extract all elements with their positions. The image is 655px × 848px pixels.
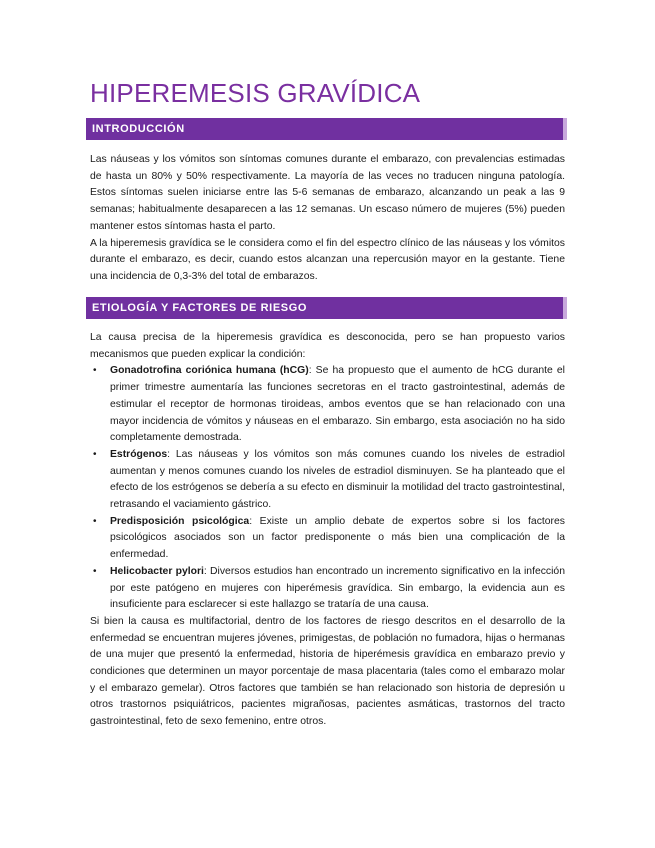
paragraph: Las náuseas y los vómitos son síntomas comunes durante el embarazo, con prevalencias estimadas de hasta un 80% y 50% respectivamente. La mayoría de las veces no traducen ninguna patología. Estos síntomas suelen iniciarse entre las 5-6 semanas de embarazo, alcanzando un peak a las 9 semanas; habitualmente desaparecen a las 12 semanas. Un escaso número de mujeres (5%) pueden mantener estos síntomas hasta el parto.	[90, 154, 565, 232]
section-body-introduccion	[90, 152, 565, 286]
document-title: HIPEREMESIS GRAVÍDICA	[90, 78, 421, 108]
list-item-text: : Se ha propuesto que el aumento de hCG durante el primer trimestre aumentaría las funciones secretoras en el tracto gastrointestinal, además de estimular el receptor de hormonas tiroideas, ambos eventos que se han relacionado con una mayor incidencia de vómitos y náuseas en el embarazo. Sin embargo, esta asociación no ha sido completamente demostrada.	[110, 365, 565, 444]
list-item-text: : Existe un amplio debate de expertos sobre si los factores psicológicos asociados son un factor predisponente o más bien una complicación de la enfermedad.	[110, 515, 565, 561]
list-item-term: Gonadotrofina coriónica humana (hCG)	[110, 365, 309, 377]
section-heading-etiologia: ETIOLOGÍA Y FACTORES DE RIESGO	[86, 297, 567, 319]
bullet-list	[90, 363, 565, 614]
list-item	[90, 363, 565, 447]
bullet-icon: •	[93, 365, 97, 377]
list-item-term: Helicobacter pylori	[110, 565, 204, 577]
bullet-icon: •	[93, 515, 97, 527]
paragraph: A la hiperemesis gravídica se le considera como el fin del espectro clínico de las náuseas y los vómitos durante el embarazo, es decir, cuando estos alcanzan una repercusión mayor en la gestante. Tiene una incidencia de 0,3-3% del total de embarazos.	[90, 237, 565, 282]
list-item-term: Estrógenos	[110, 448, 168, 460]
bullet-icon: •	[93, 565, 97, 577]
list-item-text: : Diversos estudios han encontrado un incremento significativo en la infección por este patógeno en mujeres con hiperémesis gravídica. Sin embargo, la evidencia aun es insuficiente para esclarecer si este hallazgo se trataría de una causa.	[110, 565, 565, 611]
list-item	[90, 564, 565, 614]
section-body-etiologia	[90, 330, 565, 731]
paragraph-intro: La causa precisa de la hiperemesis gravídica es desconocida, pero se han propuesto varios mecanismos que pueden explicar la condición:	[90, 332, 565, 360]
list-item	[90, 514, 565, 564]
list-item	[90, 447, 565, 514]
paragraph-closing: Si bien la causa es multifactorial, dentro de los factores de riesgo descritos en el desarrollo de la enfermedad se encuentran mujeres jóvenes, primigestas, de población no fumadora, hijas o hermanas de una mujer que presentó la enfermedad, historia de hiperémesis gravídica en embarazo previo y condiciones que determinen un mayor porcentaje de masa placentaria (tales como el embarazo molar y el embarazo gemelar). Otros factores que también se han relacionado son historia de depresión u otros trastornos psiquiátricos, pacientes migrañosas, pacientes asmáticas, trastornos del tracto gastrointestinal, feto de sexo femenino, entre otros.	[90, 615, 565, 728]
section-heading-introduccion: INTRODUCCIÓN	[86, 118, 567, 140]
bullet-icon: •	[93, 448, 97, 460]
list-item-term: Predisposición psicológica	[110, 515, 250, 527]
list-item-text: : Las náuseas y los vómitos son más comunes cuando los niveles de estradiol aumentan y menos comunes cuando los niveles de estradiol disminuyen. Se ha planteado que el efecto de los estrógenos se debería a su efecto en disminuir la motilidad del tracto gastrointestinal, retrasando el vaciamiento gástrico.	[110, 448, 565, 511]
